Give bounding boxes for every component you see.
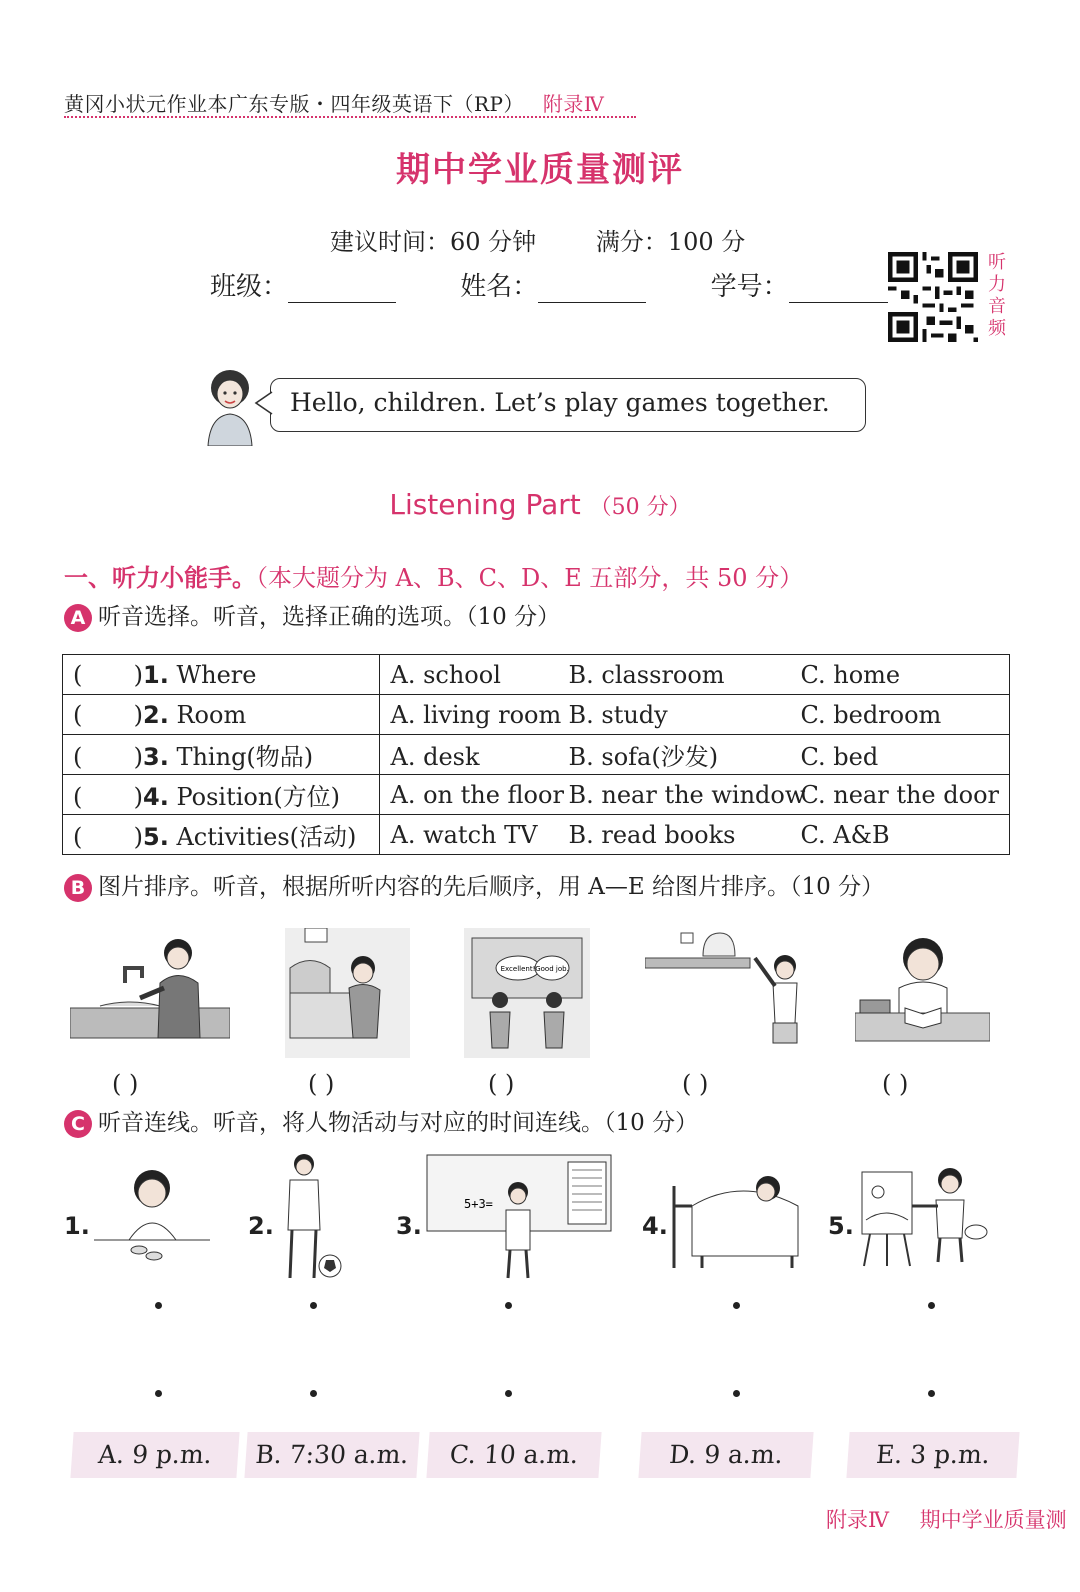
paren-close: ) (133, 823, 143, 851)
answer-paren[interactable] (73, 783, 143, 811)
bubble-excellent: Excellent! (500, 965, 536, 973)
option-c: C. near the door (800, 780, 999, 809)
question-number: 3. (143, 743, 169, 771)
option-a: A. watch TV (390, 820, 538, 849)
answer-blank-5[interactable]: ( ) (882, 1070, 909, 1098)
painting-picture (858, 1162, 990, 1272)
washing-hands-picture (70, 928, 230, 1058)
option-a: A. on the floor (390, 780, 564, 809)
option-b: B. study (568, 700, 668, 729)
part-a-table (62, 654, 1010, 855)
question-cell (63, 695, 380, 735)
paren-close: ) (133, 743, 143, 771)
sleeping-in-bed-picture (672, 1166, 802, 1270)
activity-number-5: 5. (828, 1212, 854, 1240)
section-one-note: （本大题分为 A、B、C、D、E 五部分，共 50 分） (256, 564, 804, 592)
reaching-kettle-picture (645, 928, 805, 1058)
name-label: 姓名： (460, 272, 539, 302)
speech-text: Hello, children. Let’s play games together. (290, 388, 830, 417)
part-a-heading (64, 598, 560, 632)
question-cell (63, 775, 380, 815)
answer-blank-4[interactable]: ( ) (682, 1070, 709, 1098)
answer-paren[interactable] (73, 823, 143, 851)
time-dot-d[interactable] (733, 1390, 740, 1397)
part-c-instruction: 听音连线。听音，将人物活动与对应的时间连线。（10 分） (98, 1110, 699, 1136)
time-option-c: C. 10 a.m. (426, 1432, 601, 1478)
name-field[interactable] (538, 272, 646, 303)
paren-open: ( (73, 783, 83, 811)
listening-score: （50 分） (589, 495, 691, 520)
answer-paren[interactable] (73, 661, 143, 689)
activity-number-3: 3. (396, 1212, 422, 1240)
audio-label: 听力音频 (988, 252, 1006, 339)
eating-breakfast-picture (94, 1166, 210, 1266)
question-cell (63, 655, 380, 695)
footer-appendix: 附录Ⅳ (826, 1508, 889, 1532)
time-dot-b[interactable] (310, 1390, 317, 1397)
part-b-heading (64, 868, 884, 902)
page-footer (826, 1504, 1067, 1534)
exam-meta (330, 222, 797, 257)
answer-blank-3[interactable]: ( ) (488, 1070, 515, 1098)
option-a: A. desk (390, 743, 480, 771)
page-title: 期中学业质量测评 (396, 150, 684, 190)
option-c: C. home (800, 660, 901, 689)
paren-close: ) (133, 783, 143, 811)
option-c: C. bed (800, 743, 879, 771)
question-row (63, 815, 1010, 855)
footer-title: 期中学业质量测 (919, 1508, 1067, 1532)
making-bed-picture (285, 928, 410, 1058)
student-info (210, 266, 897, 303)
time-option-e: E. 3 p.m. (846, 1432, 1019, 1478)
book-title: 黄冈小状元作业本广东专版・四年级英语下（RP） (64, 92, 525, 116)
question-number: 2. (143, 700, 169, 729)
time-dot-e[interactable] (928, 1390, 935, 1397)
question-cell (63, 815, 380, 855)
question-row (63, 695, 1010, 735)
blackboard-equation: 5+3= (464, 1197, 493, 1211)
option-b: B. sofa(沙发) (568, 743, 719, 771)
part-b-badge: B (64, 874, 92, 902)
class-label: 班级： (210, 272, 289, 302)
activity-dot-1[interactable] (155, 1302, 162, 1309)
time-option-a: A. 9 p.m. (70, 1432, 239, 1478)
activity-dot-5[interactable] (928, 1302, 935, 1309)
activity-dot-4[interactable] (733, 1302, 740, 1309)
question-text: Activities(活动) (176, 823, 357, 851)
activity-number-2: 2. (248, 1212, 274, 1240)
number-field[interactable] (789, 272, 897, 303)
paren-open: ( (73, 823, 83, 851)
header-divider (64, 116, 636, 118)
options-cell (380, 815, 1010, 855)
paren-open: ( (73, 700, 83, 729)
qr-code-icon[interactable] (888, 252, 978, 342)
part-c-badge: C (64, 1110, 92, 1138)
suggested-time: 建议时间：60 分钟 (330, 228, 537, 256)
activity-dot-2[interactable] (310, 1302, 317, 1309)
answer-blank-1[interactable]: ( ) (112, 1070, 139, 1098)
answer-paren[interactable] (73, 743, 143, 771)
answer-blank-2[interactable]: ( ) (308, 1070, 335, 1098)
question-number: 5. (143, 823, 169, 851)
option-b: B. classroom (568, 660, 725, 689)
option-c: C. A&B (800, 820, 890, 849)
options-cell (380, 655, 1010, 695)
part-a-badge: A (64, 604, 92, 632)
appendix-label: 附录Ⅳ (542, 92, 605, 116)
activity-dot-3[interactable] (505, 1302, 512, 1309)
paren-open: ( (73, 660, 83, 689)
question-text: Thing(物品) (176, 743, 314, 771)
listening-part-heading (0, 488, 1080, 521)
classroom-painting-picture (464, 928, 590, 1058)
options-cell (380, 695, 1010, 735)
option-b: B. near the window (568, 780, 806, 809)
question-row (63, 655, 1010, 695)
playing-football-picture (276, 1150, 346, 1284)
part-a-instruction: 听音选择。听音，选择正确的选项。（10 分） (98, 604, 561, 630)
part-c-heading (64, 1104, 698, 1138)
full-score: 满分：100 分 (595, 228, 746, 256)
question-row (63, 735, 1010, 775)
question-text: Position(方位) (176, 783, 341, 811)
question-text: Room (176, 700, 247, 729)
question-number: 1. (143, 660, 169, 689)
question-number: 4. (143, 783, 169, 811)
book-header (64, 88, 604, 117)
time-dot-c[interactable] (505, 1390, 512, 1397)
options-cell (380, 775, 1010, 815)
bubble-good-job: Good job. (535, 965, 569, 973)
section-one-title: 一、听力小能手。 (64, 564, 256, 592)
listening-title: Listening Part (389, 488, 581, 521)
question-row (63, 775, 1010, 815)
question-text: Where (176, 660, 257, 689)
activity-number-4: 4. (642, 1212, 668, 1240)
section-one-heading (64, 558, 803, 593)
teacher-at-blackboard-picture (426, 1154, 612, 1280)
teacher-icon (200, 366, 260, 446)
reading-desk-picture (855, 928, 990, 1058)
options-cell (380, 735, 1010, 775)
option-a: A. school (390, 660, 501, 689)
paren-close: ) (133, 660, 143, 689)
question-cell (63, 735, 380, 775)
option-a: A. living room (390, 700, 562, 729)
class-field[interactable] (288, 272, 396, 303)
activity-number-1: 1. (64, 1212, 90, 1240)
paren-close: ) (133, 700, 143, 729)
paren-open: ( (73, 743, 83, 771)
part-b-instruction: 图片排序。听音，根据所听内容的先后顺序，用 A—E 给图片排序。（10 分） (98, 874, 885, 900)
option-b: B. read books (568, 820, 736, 849)
time-option-d: D. 9 a.m. (638, 1432, 813, 1478)
answer-paren[interactable] (73, 701, 143, 729)
option-c: C. bedroom (800, 700, 942, 729)
bubble-tail (254, 390, 274, 416)
time-dot-a[interactable] (155, 1390, 162, 1397)
number-label: 学号： (710, 272, 789, 302)
time-option-b: B. 7:30 a.m. (244, 1432, 419, 1478)
